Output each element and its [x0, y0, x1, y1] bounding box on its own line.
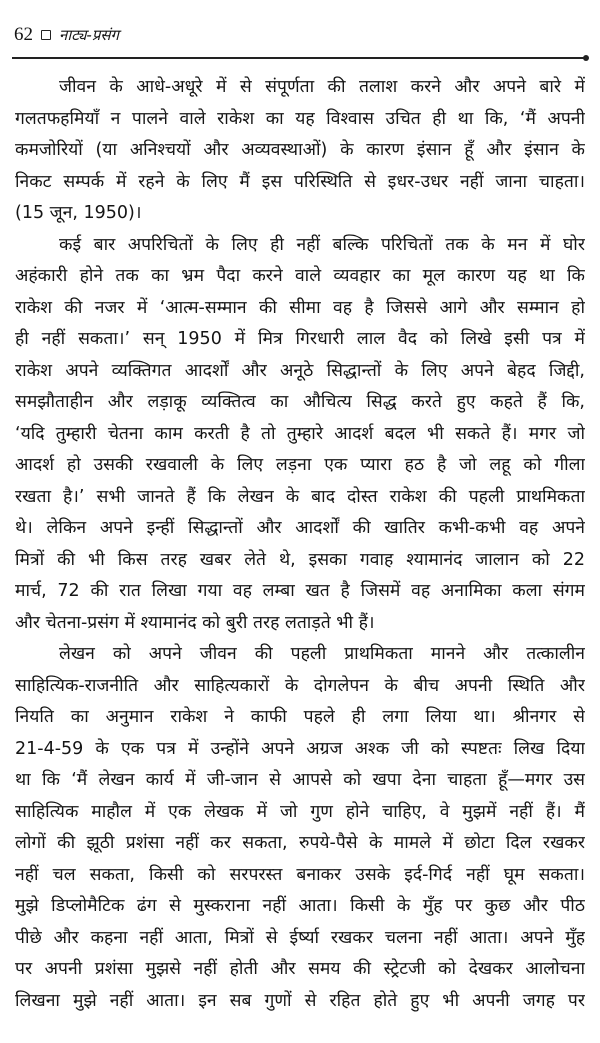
book-title: नाट्य-प्रसंग: [59, 26, 119, 44]
square-bullet-icon: [41, 30, 51, 40]
paragraph-2-line: ही नहीं सकता।’ सन् 1950 में मित्र गिरधारी लाल वैद को लिखे इसी पत्र में: [15, 329, 585, 349]
running-header: [14, 24, 119, 46]
paragraph-2-line: मार्च, 72 की रात लिखा गया वह लम्बा खत है जिसमें वह अनामिका कला संगम: [15, 581, 585, 601]
paragraph-3-line: साहित्यिक-राजनीति और साहित्यकारों के दोगलेपन के बीच अपनी स्थिति और: [15, 675, 585, 696]
paragraph-2-line: रखता है।’ सभी जानते हैं कि लेखन के बाद दोस्त राकेश की पहली प्राथमिकता: [15, 486, 585, 507]
paragraph-3-line: लेखन को अपने जीवन की पहली प्राथमिकता मानने और तत्कालीन: [59, 644, 585, 664]
page-number: 62: [14, 24, 33, 45]
paragraph-2-line: ‘यदि तुम्हारी चेतना काम करती है तो तुम्हारे आदर्श बदल भी सकते हैं। मगर जो: [15, 423, 585, 444]
paragraph-3-line: 21-4-59 के एक पत्र में उन्होंने अपने अग्रज अश्क जी को स्पष्टतः लिख दिया: [15, 738, 585, 759]
paragraph-2-line: और चेतना-प्रसंग में श्यामानंद को बुरी तरह लताड़ते भी हैं।: [15, 612, 375, 633]
paragraph-3-line: नहीं चल सकता, किसी को सरपरस्त बनाकर उसके इर्द-गिर्द नहीं घूम सकता।: [15, 864, 585, 885]
paragraph-3-line: साहित्यिक माहौल में एक लेखक में जो गुण होने चाहिए, वे मुझमें नहीं हैं। मैं: [15, 801, 585, 822]
paragraph-1-line: निकट सम्पर्क में रहने के लिए मैं इस परिस्थिति से इधर-उधर नहीं जाना चाहता।: [15, 171, 585, 192]
paragraph-2-line: समझौताहीन और लड़ाकू व्यक्तित्व का औचित्य सिद्ध करते हुए कहते हैं कि,: [15, 392, 585, 412]
paragraph-3-line: पर अपनी प्रशंसा मुझसे नहीं होती और समय की स्ट्रेटजी को देखकर आलोचना: [15, 959, 585, 979]
paragraph-1-line: (15 जून, 1950)।: [15, 203, 142, 223]
paragraph-3-line: मुझे डिप्लोमैटिक ढंग से मुस्कराना नहीं आता। किसी के मुँह पर कुछ और पीठ: [15, 896, 585, 916]
paragraph-2-line: कई बार अपरिचितों के लिए ही नहीं बल्कि परिचितों तक के मन में घोर: [59, 234, 585, 255]
paragraph-3-line: लोगों की झूठी प्रशंसा नहीं कर सकता, रुपये-पैसे के मामले में छोटा दिल रखकर: [15, 833, 585, 853]
paragraph-2-line: मित्रों की भी किस तरह खबर लेते थे, इसका गवाह श्यामानंद जालान को 22: [15, 549, 585, 570]
paragraph-3-line: पीछे और कहना नहीं आता, मित्रों से ईर्ष्या रखकर चलना नहीं आता। अपने मुँह: [15, 927, 585, 948]
paragraph-2-line: थे। लेकिन अपने इन्हीं सिद्धान्तों और आदर्शों की खातिर कभी-कभी वह अपने: [15, 518, 585, 538]
paragraph-2-line: आदर्श हो उसकी रखवाली के लिए लड़ना एक प्यारा हठ है जो लहू को गीला: [15, 455, 585, 475]
paragraph-3-line: था कि ‘मैं लेखन कार्य में जी-जान से आपसे को खपा देना चाहता हूँ—मगर उस: [15, 770, 585, 790]
header-rule: [12, 57, 586, 59]
paragraph-3-line: लिखना मुझे नहीं आता। इन सब गुणों से रहित होते हुए भी अपनी जगह पर: [15, 990, 585, 1011]
page-body: [15, 72, 585, 1017]
paragraph-2-line: राकेश की नजर में ‘आत्म-सम्मान की सीमा वह है जिससे आगे और सम्मान हो: [15, 297, 585, 318]
paragraph-1-line: गलतफहमियाँ न पालने वाले राकेश का यह विश्वास उचित ही था कि, ‘मैं अपनी: [15, 108, 585, 129]
paragraph-3-line: नियति का अनुमान राकेश ने काफी पहले ही लगा लिया था। श्रीनगर से: [15, 707, 585, 727]
paragraph-1-line: जीवन के आधे-अधूरे में से संपूर्णता की तलाश करने और अपने बारे में: [59, 77, 585, 97]
paragraph-2-line: अहंकारी होने तक का भ्रम पैदा करने वाले व्यवहार का मूल कारण यह था कि: [15, 266, 585, 286]
paragraph-2-line: राकेश अपने व्यक्तिगत आदर्शों और अनूठे सिद्धान्तों के लिए अपने बेहद जिद्दी,: [15, 360, 585, 381]
paragraph-1-line: कमजोरियों (या अनिश्चयों और अव्यवस्थाओं) के कारण इंसान हूँ और इंसान के: [15, 140, 585, 160]
